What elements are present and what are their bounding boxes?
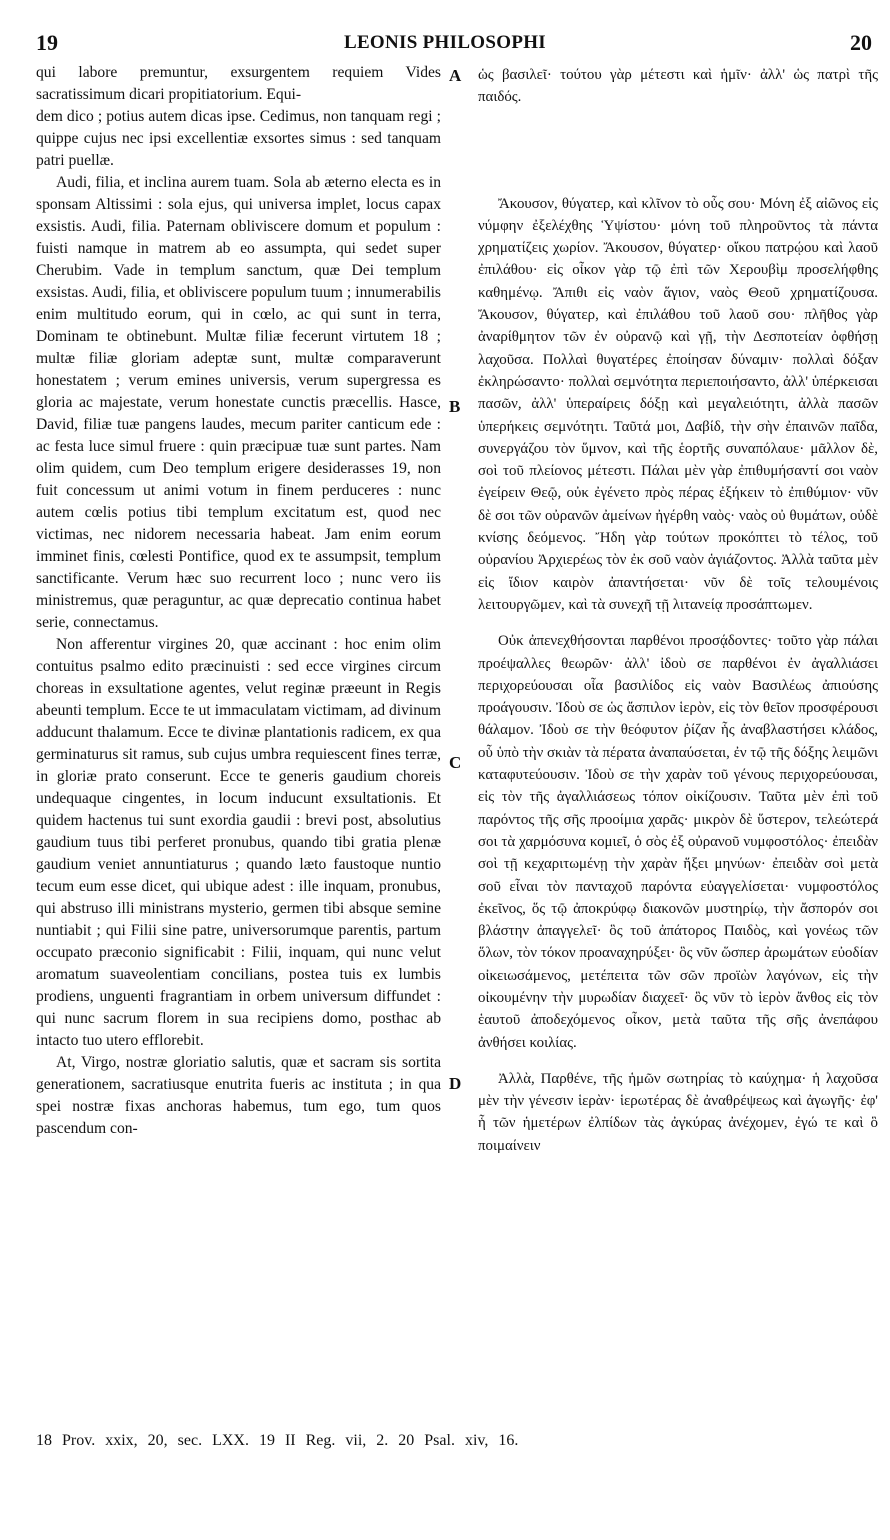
margin-letter-d: D	[449, 1074, 462, 1093]
latin-paragraph: At, Virgo, nostræ gloriatio salutis, quæ et sacram sis sortita generationem, sacratiusque enutrita fueris ac instituta ; in qua spei nostræ fixas anchoras habemus, tum ego, tum quos pascendum con-	[36, 1054, 441, 1137]
latin-column	[36, 62, 441, 1140]
greek-paragraph: Οὐκ ἀπενεχθήσονται παρθένοι προσᾴδοντες· τοῦτο γὰρ πάλαι προέψαλλες θεωρῶν· ἀλλ' ἰδοὺ σε παρθένοι ἐν ἀγαλλιάσει περιχορεύουσαι οἷα βασιλίδος εἰς ναὸν Βασιλέως ἀπιούσης προάγουσιν. Ἰδοὺ σε ὡς ἄσπιλον ἱερὸν, εἰς τὸν θεῖον προσφέρουσι θάλαμον. Ἰδοὺ σε τὴν θεόφυτον ῥίζαν ἧς ἀναβλαστήσει κλάδος, οὗ ὑπὸ τὴν σκιὰν τὰ πέρατα ἀναπαύσεται, ἐν τῷ τῆς δόξης λειμῶνι καταφυτεύουσιν. Ἰδοὺ σε τὴν χαρὰν τοῦ γένους περιχορεύουσαι, εἰς τὸν τῆς ἀγαλλιάσεως τόπον οἰκίζουσιν. Ταῦτα μὲν ἐπὶ τοῦ παρόντος τῆς σῆς προοίμια χαρᾶς· μικρὸν δὲ ὕστερον, τελεώτερά σοι τὰ χαρμόσυνα κομιεῖ, ὁ σὸς ἐξ οὐρανοῦ νυμφοστόλος· ἐπειδὰν σοὶ τῇ κεχαριτωμένῃ τὴν χαρὰν ἥξει μηνύων· ἐπειδὰν σοὶ μετὰ σοῦ εἶναι τὸν πανταχοῦ παρόντα εὐαγγελίσεται· νυμφοστόλος ἐκεῖνος, ὅς τῷ ἀποκρύφῳ διακονῶν μυστηρίῳ, τὴν ἄσπορόν σοι βλάστην ἀπαγγελεῖ· ὃς τοῦ ἀπάτορος Παιδὸς, καὶ γονέως τῶν ὅλων, τὸν τόκον προαναχηρύξει· ὃς νῦν ὥσπερ ἀρωμάτων εὐοδίαν οἰκειωσάμενος, μετέπειτα τῶν σῶν προϊὼν λαγόνων, εἰς τὴν οἰκουμένην τὴν μυρωδίαν διαχεεῖ· ὃς νῦν τὸ ἱερὸν ἄνθος εἰς τὸν ἑαυτοῦ ἀποδεχόμενος οἶκον, μετὰ ταῦτα τῆς σῆς ἀνεπάφου ἀνθήσει κοιλίας.	[478, 633, 878, 1051]
margin-letter-a: A	[449, 66, 462, 85]
margin-letter-b: B	[449, 397, 461, 416]
latin-paragraph: qui labore premuntur, exsurgentem requiem Vides sacratissimum dicari propitiatorium. Equi-	[36, 64, 441, 103]
greek-paragraph: ὡς βασιλεῖ· τούτου γὰρ μέτεστι καὶ ἡμῖν· ἀλλ' ὡς πατρὶ τῆς παιδός.	[478, 67, 878, 106]
latin-paragraph: dem dico ; potius autem dicas ipse. Cedimus, non tanquam regi ; quippe cujus nec ipsi excellentiæ exsortes simus : sed tanquam patri puellæ.	[36, 108, 441, 169]
page-number-right: 20	[850, 30, 872, 55]
margin-letter-c: C	[449, 753, 462, 772]
page-number-left: 19	[36, 30, 58, 55]
footnotes: 18 Prov. xxix, 20, sec. LXX. 19 II Reg. vii, 2. 20 Psal. xiv, 16.	[36, 1432, 519, 1449]
running-title: LEONIS PHILOSOPHI	[343, 32, 546, 53]
latin-paragraph: Audi, filia, et inclina aurem tuam. Sola ab æterno electa es in sponsam Altissimi : sola ejus, qui universa implet, locus capax exsistis. Audi, filia. Paternam obliviscere domum et populum : fuisti namque in matrem ab eo assumpta, qui sedet super Cherubim. Vade in templum sanctum, quæ Dei templum exsistas. Audi, filia, et obliviscere populum tuum ; innumerabilis enim multitudo eorum, qui in cœlo, ac qui sunt in terra, Dominam te obtinebunt. Multæ filiæ fecerunt virtutem 18 ; multæ filiæ gloriam adeptæ sunt, multæ comparaverunt honestatem ; verum emines universis, verum supergressa es gloria ac majestate, verum honestate cunctis præcellis. Hasce, David, filiæ tuæ pangens laudes, mecum pariter canticum ede : ac festa luce simul fruere : quin præcipuæ tuæ sunt partes. Nam olim quidem, cum Deo templum erigere desiderasses 19, non fuit concessum ut animi votum in finem perduceres : nunc autem cœlis potius tibi templum excitatum est, quod nec victimas, nec nidorem necessaria habeat. Jam enim eorum imminet finis, cœlesti Pontifice, quod ex te assumpsit, templum sanctificante. Verum hæc suo recurrent loco ; nunc vero iis ministremus, quæ peraguntur, ac quæ deprecatio continua habet serie, connectamus.	[36, 174, 441, 631]
greek-paragraph: Ἀλλὰ, Παρθένε, τῆς ἡμῶν σωτηρίας τὸ καύχημα· ἡ λαχοῦσα μὲν τὴν γένεσιν ἱερὰν· ἱερωτέρας δὲ ἀναθρέψεως καὶ ἀγωγῆς· ἐφ' ἧ τῶν ἡμετέρων ἐλπίδων τὰς ἀγκύρας ἀνέχομεν, ἐγώ τε καὶ ὃ ποιμαίνειν	[478, 1070, 878, 1154]
greek-paragraph: Ἄκουσον, θύγατερ, καὶ κλῖνον τὸ οὖς σου· Μόνη ἐξ αἰῶνος εἰς νύμφην ἐξελέχθης Ὑψίστου· μόνη τοῦ πληροῦντος τὰ πάντα χρηματίζεις χωρίον. Ἄκουσον, θύγατερ· οἴκου πατρῴου καὶ λαοῦ ἐπιλάθου· εἰς οἶκον γὰρ τῷ ἐπὶ τῶν Χερουβὶμ προσελήφθης καθημένῳ. Ἄπιθι εἰς ναὸν ἅγιον, ναὸς Θεοῦ χρηματίζουσα. Ἄκουσον, θύγατερ, καὶ ἐπιλάθου τοῦ λαοῦ σου· πλῆθος γὰρ ἀναρίθμητον τῶν ἐν οὐρανῷ καὶ γῇ, τὴν Δεσποτείαν ὀφθήσῃ λαχοῦσα. Πολλαὶ θυγατέρες ἐποίησαν δύναμιν· πολλαὶ δόξαν ἐκληρώσαντο· πολλαὶ σεμνότητα περιεποιήσαντο, ἀλλ' ὑπέρκεισαι πασῶν, ἀλλ' ὑπεραίρεις δόξῃ καὶ μεγαλειότητι, ἀλλὰ πασῶν ὑπερήκεις σεμνότητι. Ταῦτά μοι, Δαβίδ, τὴν σὴν ἐπαινῶν παῖδα, συνεργάζου τὸν ὕμνον, καὶ τῆς ἑορτῆς συναπόλαυε· μᾶλλον δὲ, σοὶ τοῦ πλείονος μέτεστι. Πάλαι μὲν γὰρ ἐπιθυμήσαντί σοι ναὸν ἐγείρειν Θεῷ, οὐκ ἐγένετο πρὸς πέρας ἐξήκειν τὸ ἐπιθύμιον· νῦν δὲ σοι τῶν οὐρανῶν ἀμείνων ἠγέρθη ναὸς· ναὸς οὐ θυμάτων, οὐδὲ κνίσης δεόμενος. Ἤδη γὰρ τούτων προκόπτει τὸ τέλος, τοῦ οὐρανίου Ἀρχιερέως τὸν ἐκ σοῦ ναὸν ἁγιάζοντος. Ἀλλὰ ταῦτα μὲν εἰς ἴδιον καιρὸν ἀπαντήσεται· νῦν δὲ τοῖς τελουμένοις λειτουργῶμεν, καὶ τὰ συνεχῆ τῇ λιτανείᾳ προσάπτωμεν.	[478, 195, 878, 613]
greek-column	[478, 64, 878, 1157]
latin-paragraph: Non afferentur virgines 20, quæ accinant : hoc enim olim contuitus psalmo edito præcinuisti : sed ecce virgines circum choreas in exsultatione agentes, velut reginæ præeunt in Regis abeunti templum. Ecce te ut immaculatam victimam, ad divinum adducunt thalamum. Ecce te divinæ plantationis radicem, ex qua germinaturus sit ramus, sub cujus umbra requiescent fines terræ, in gloriæ prato conserunt. Ecce te generis gaudium choreis undequaque cingentes, in locum inducunt exsultationis. Et quidem hactenus tui sunt exordia gaudii : brevi post, absolutius gaudium tuus tibi perferet pronubus, quando tibi gratia plenæ gaudium veniet annuntiaturus ; quando læto faustoque nuntio tecum eum esse dicet, qui ubique adest : ille inquam, pronubus, qui abstruso illi ministrans mysterio, germen tibi absque semine nuntiabit ; qui Filii sine patre, universorumque parentis, partum occupato præconio significabit : Filii, inquam, qui nunc velut aromatum suaveolentiam concilians, postea tuis ex lumbis prodiens, unguenti fragrantiam in orbem universum diffundet : qui nunc sacrum florem in sua recipiens domo, posthac ab intacto tuo utero efflorebit.	[36, 636, 441, 1049]
